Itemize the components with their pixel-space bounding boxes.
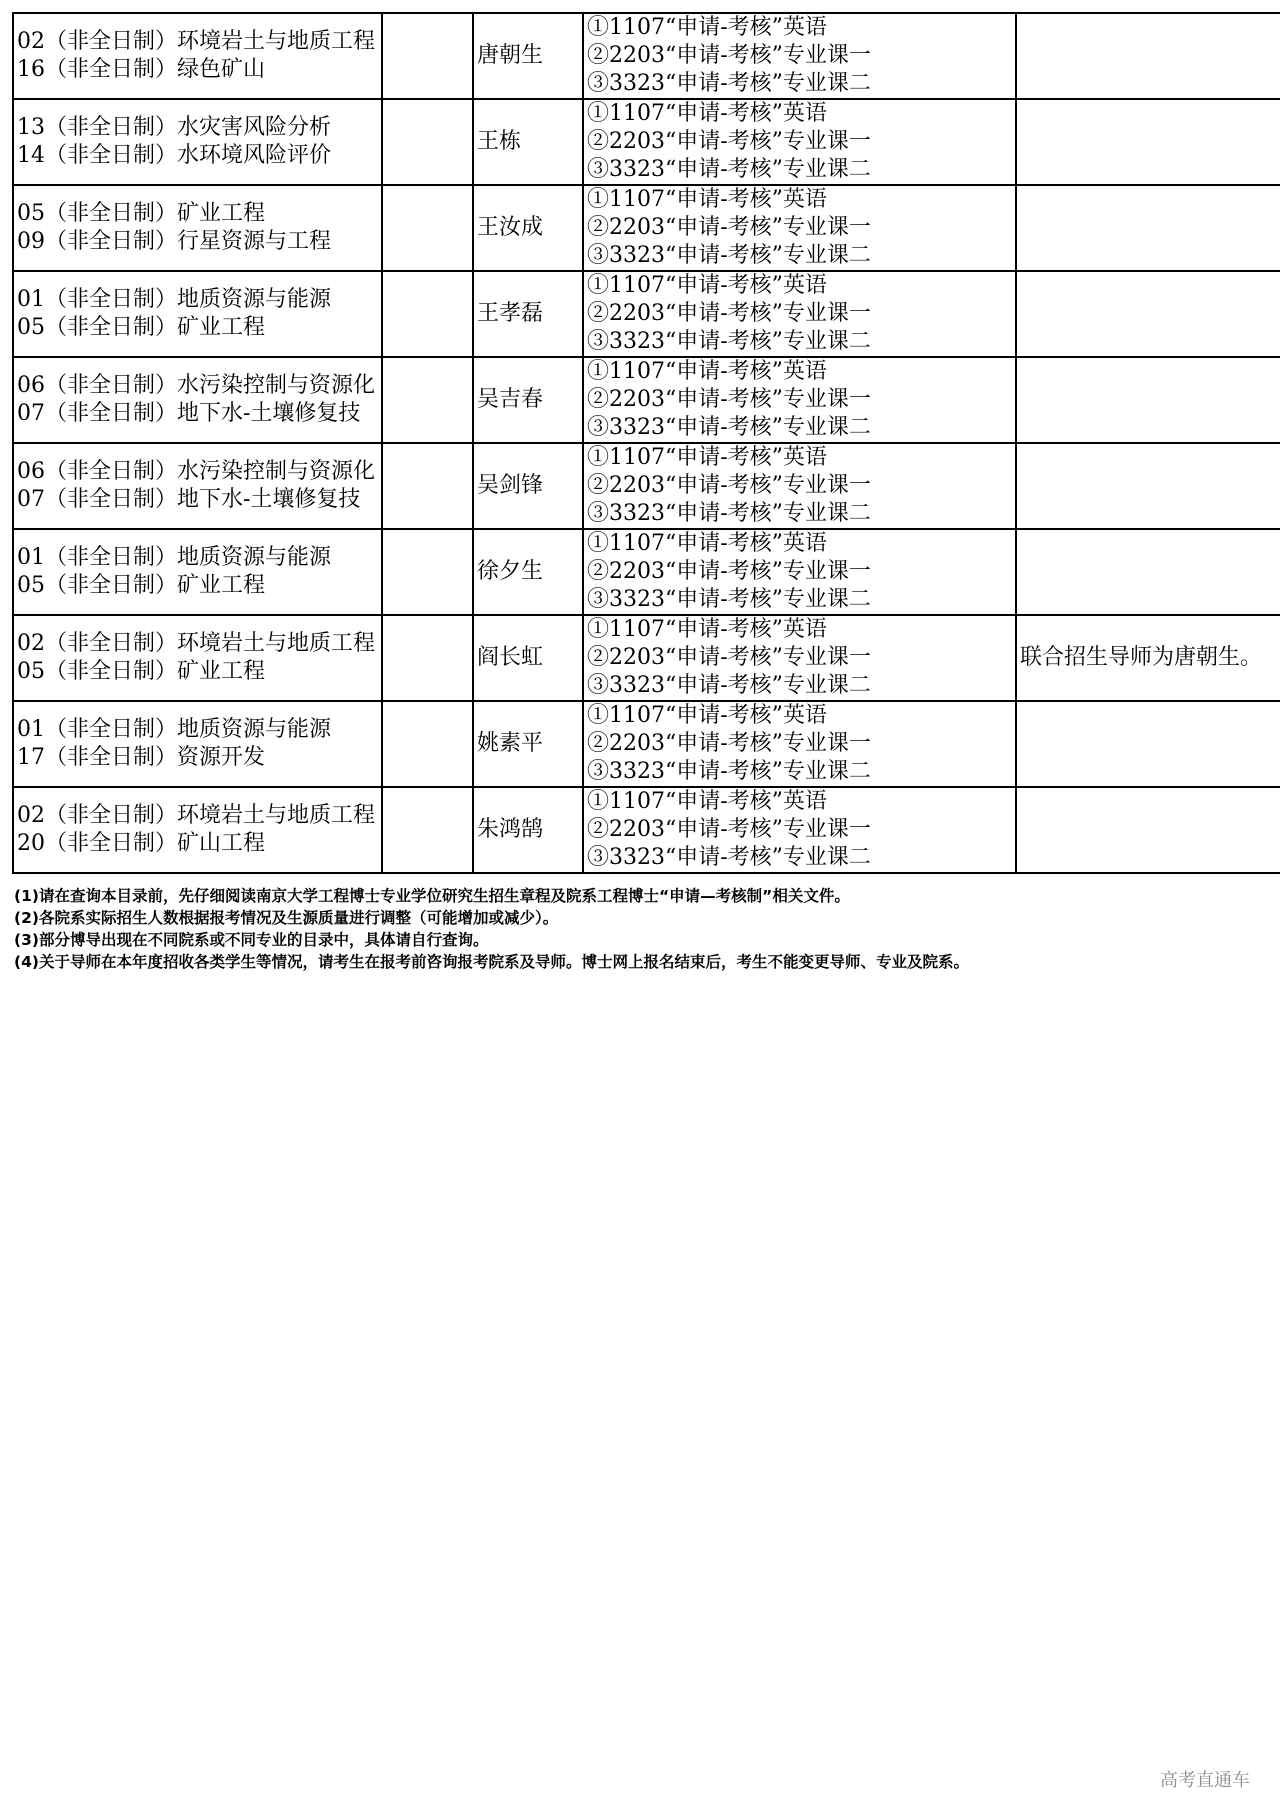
- majors-cell: [13, 13, 382, 99]
- exam-item: ①1107“申请-考核”英语: [587, 703, 827, 728]
- exam-item: ③3323“申请-考核”专业课二: [587, 587, 871, 612]
- major-item: 14（非全日制）水环境风险评价: [17, 143, 331, 168]
- advisor-cell: 朱鸿鹄: [473, 787, 583, 873]
- exam-item: ②2203“申请-考核”专业课一: [587, 645, 871, 670]
- exam-item: ①1107“申请-考核”英语: [587, 101, 827, 126]
- major-item: 05（非全日制）矿业工程: [17, 659, 265, 684]
- exam-item: ①1107“申请-考核”英语: [587, 273, 827, 298]
- major-item: 01（非全日制）地质资源与能源: [17, 287, 331, 312]
- footnote: (1)请在查询本目录前，先仔细阅读南京大学工程博士专业学位研究生招生章程及院系工程博士“申请—考核制”相关文件。: [14, 887, 850, 905]
- major-item: 02（非全日制）环境岩土与地质工程: [17, 631, 375, 656]
- table-row: [13, 615, 1280, 701]
- table-row: [13, 99, 1280, 185]
- exam-item: ③3323“申请-考核”专业课二: [587, 759, 871, 784]
- major-item: 06（非全日制）水污染控制与资源化: [17, 373, 375, 398]
- major-item: 05（非全日制）矿业工程: [17, 201, 265, 226]
- exam-item: ①1107“申请-考核”英语: [587, 789, 827, 814]
- major-item: 06（非全日制）水污染控制与资源化: [17, 459, 375, 484]
- exam-item: ②2203“申请-考核”专业课一: [587, 129, 871, 154]
- major-item: 05（非全日制）矿业工程: [17, 315, 265, 340]
- major-item: 16（非全日制）绿色矿山: [17, 57, 265, 82]
- remark-cell: [1016, 701, 1280, 787]
- advisor-cell: 王孝磊: [473, 271, 583, 357]
- catalog-body: [13, 13, 1280, 873]
- blank-cell: [382, 13, 473, 99]
- table-row: [13, 357, 1280, 443]
- exam-item: ③3323“申请-考核”专业课二: [587, 329, 871, 354]
- blank-cell: [382, 529, 473, 615]
- footnote: (4)关于导师在本年度招收各类学生等情况，请考生在报考前咨询报考院系及导师。博士网上报名结束后，考生不能变更导师、专业及院系。: [14, 953, 969, 971]
- major-item: 02（非全日制）环境岩土与地质工程: [17, 29, 375, 54]
- remark-cell: [1016, 185, 1280, 271]
- blank-cell: [382, 701, 473, 787]
- footnote: (2)各院系实际招生人数根据报考情况及生源质量进行调整（可能增加或减少）。: [14, 909, 559, 927]
- exam-item: ②2203“申请-考核”专业课一: [587, 817, 871, 842]
- majors-cell: [13, 529, 382, 615]
- major-item: 02（非全日制）环境岩土与地质工程: [17, 803, 375, 828]
- exams-cell: [583, 787, 1016, 873]
- footnotes: [14, 885, 1264, 973]
- advisor-cell: 阎长虹: [473, 615, 583, 701]
- exam-item: ①1107“申请-考核”英语: [587, 187, 827, 212]
- major-item: 05（非全日制）矿业工程: [17, 573, 265, 598]
- table-row: [13, 271, 1280, 357]
- exam-item: ②2203“申请-考核”专业课一: [587, 387, 871, 412]
- exam-item: ①1107“申请-考核”英语: [587, 445, 827, 470]
- exams-cell: [583, 529, 1016, 615]
- exams-cell: [583, 13, 1016, 99]
- majors-cell: [13, 99, 382, 185]
- remark-cell: [1016, 357, 1280, 443]
- advisor-cell: 徐夕生: [473, 529, 583, 615]
- majors-cell: [13, 271, 382, 357]
- majors-cell: [13, 185, 382, 271]
- exams-cell: [583, 271, 1016, 357]
- exam-item: ②2203“申请-考核”专业课一: [587, 473, 871, 498]
- exam-item: ①1107“申请-考核”英语: [587, 617, 827, 642]
- exam-item: ②2203“申请-考核”专业课一: [587, 215, 871, 240]
- table-row: [13, 529, 1280, 615]
- advisor-cell: 王栋: [473, 99, 583, 185]
- majors-cell: [13, 787, 382, 873]
- remark-cell: [1016, 529, 1280, 615]
- major-item: 07（非全日制）地下水-土壤修复技: [17, 401, 361, 426]
- exam-item: ①1107“申请-考核”英语: [587, 359, 827, 384]
- majors-cell: [13, 357, 382, 443]
- major-item: 01（非全日制）地质资源与能源: [17, 545, 331, 570]
- table-row: [13, 443, 1280, 529]
- blank-cell: [382, 357, 473, 443]
- majors-cell: [13, 701, 382, 787]
- remark-cell: [1016, 443, 1280, 529]
- exam-item: ①1107“申请-考核”英语: [587, 531, 827, 556]
- exam-item: ②2203“申请-考核”专业课一: [587, 731, 871, 756]
- exams-cell: [583, 615, 1016, 701]
- advisor-cell: 吴吉春: [473, 357, 583, 443]
- major-item: 07（非全日制）地下水-土壤修复技: [17, 487, 361, 512]
- remark-cell: 联合招生导师为唐朝生。: [1016, 615, 1280, 701]
- exam-item: ③3323“申请-考核”专业课二: [587, 157, 871, 182]
- blank-cell: [382, 443, 473, 529]
- table-row: [13, 787, 1280, 873]
- exam-item: ①1107“申请-考核”英语: [587, 15, 827, 40]
- major-item: 20（非全日制）矿山工程: [17, 831, 265, 856]
- remark-cell: [1016, 271, 1280, 357]
- exam-item: ③3323“申请-考核”专业课二: [587, 845, 871, 870]
- majors-cell: [13, 615, 382, 701]
- exams-cell: [583, 443, 1016, 529]
- blank-cell: [382, 787, 473, 873]
- blank-cell: [382, 615, 473, 701]
- catalog-table: [12, 12, 1280, 874]
- major-item: 09（非全日制）行星资源与工程: [17, 229, 331, 254]
- exams-cell: [583, 701, 1016, 787]
- major-item: 13（非全日制）水灾害风险分析: [17, 115, 331, 140]
- major-item: 17（非全日制）资源开发: [17, 745, 265, 770]
- exam-item: ②2203“申请-考核”专业课一: [587, 43, 871, 68]
- exam-item: ③3323“申请-考核”专业课二: [587, 71, 871, 96]
- remark-cell: [1016, 787, 1280, 873]
- exam-item: ②2203“申请-考核”专业课一: [587, 301, 871, 326]
- exam-item: ②2203“申请-考核”专业课一: [587, 559, 871, 584]
- exams-cell: [583, 185, 1016, 271]
- watermark: 高考直通车: [1160, 1770, 1250, 1791]
- advisor-cell: 唐朝生: [473, 13, 583, 99]
- table-row: [13, 13, 1280, 99]
- footnote: (3)部分博导出现在不同院系或不同专业的目录中，具体请自行查询。: [14, 931, 489, 949]
- blank-cell: [382, 99, 473, 185]
- majors-cell: [13, 443, 382, 529]
- exam-item: ③3323“申请-考核”专业课二: [587, 415, 871, 440]
- exams-cell: [583, 99, 1016, 185]
- table-row: [13, 701, 1280, 787]
- blank-cell: [382, 271, 473, 357]
- exam-item: ③3323“申请-考核”专业课二: [587, 243, 871, 268]
- exam-item: ③3323“申请-考核”专业课二: [587, 501, 871, 526]
- advisor-cell: 吴剑锋: [473, 443, 583, 529]
- major-item: 01（非全日制）地质资源与能源: [17, 717, 331, 742]
- remark-cell: [1016, 13, 1280, 99]
- remark-cell: [1016, 99, 1280, 185]
- advisor-cell: 王汝成: [473, 185, 583, 271]
- exam-item: ③3323“申请-考核”专业课二: [587, 673, 871, 698]
- blank-cell: [382, 185, 473, 271]
- exams-cell: [583, 357, 1016, 443]
- table-row: [13, 185, 1280, 271]
- advisor-cell: 姚素平: [473, 701, 583, 787]
